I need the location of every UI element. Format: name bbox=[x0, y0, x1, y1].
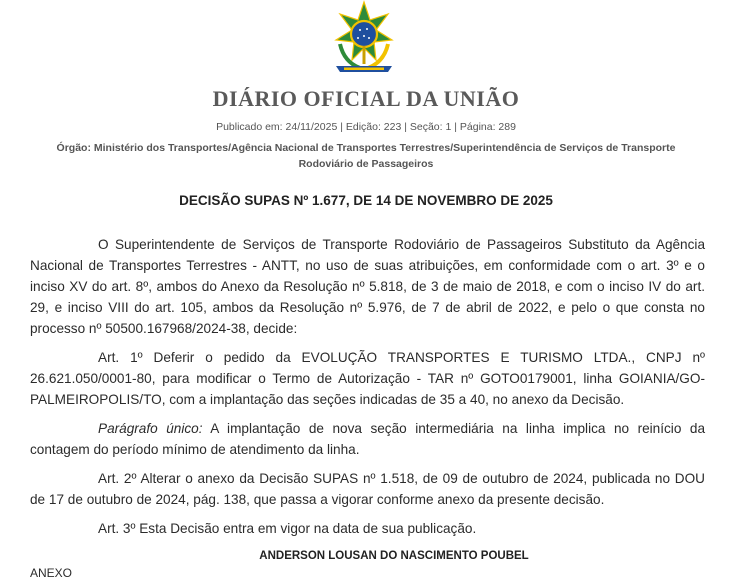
issuing-body: Órgão: Ministério dos Transportes/Agência Nacional de Transportes Terrestres/Superintendência de Serviços de Transporte Rodoviário de Passageiros bbox=[56, 142, 676, 170]
signer-name: ANDERSON LOUSAN DO NASCIMENTO POUBEL bbox=[259, 550, 529, 562]
article-3-paragraph: Art. 3º Esta Decisão entra em vigor na data de sua publicação. bbox=[98, 521, 477, 536]
annex-heading: ANEXO bbox=[30, 566, 73, 580]
publication-info: Publicado em: 24/11/2025 | Edição: 223 | Seção: 1 | Página: 289 bbox=[216, 121, 516, 133]
preamble-paragraph: O Superintendente de Serviços de Transporte Rodoviário de Passageiros Substituto da Agência Nacional de Transportes Terrestres - ANTT, no uso de suas atribuições, em conformidade com o art. 3º e o inciso XV do art. 8º, ambos do Anexo da Resolução nº 5.818, de 3 de maio de 2018, e com o inciso IV do art. 29, e inciso VIII do art. 105, ambos da Resolução nº 5.976, de 7 de abril de 2022, e pelo o que consta no processo nº 50500.167968/2024-38, decide: bbox=[30, 237, 705, 336]
article-2-paragraph: Art. 2º Alterar o anexo da Decisão SUPAS nº 1.518, de 09 de outubro de 2024, publicada no DOU de 17 de outubro de 2024, pág. 138, que passa a vigorar conforme anexo da presente decisão. bbox=[30, 471, 705, 507]
decision-body bbox=[30, 234, 705, 547]
decision-title: DECISÃO SUPAS Nº 1.677, DE 14 DE NOVEMBRO DE 2025 bbox=[179, 193, 553, 208]
sole-paragraph-label: Parágrafo único: bbox=[98, 421, 203, 436]
sole-paragraph-text: A implantação de nova seção intermediária na linha implica no reinício da contagem do período mínimo de atendimento da linha. bbox=[30, 421, 706, 457]
article-1-paragraph: Art. 1º Deferir o pedido da EVOLUÇÃO TRANSPORTES E TURISMO LTDA., CNPJ nº 26.621.050/0001-80, para modificar o Termo de Autorização - TAR nº GOTO0179001, linha GOIANIA/GO-PALMEIROPOLIS/TO, com a implantação das seções indicadas de 35 a 40, no anexo da Decisão. bbox=[30, 350, 705, 407]
sole-paragraph bbox=[30, 418, 705, 460]
coat-of-arms-of-brazil-icon bbox=[330, 0, 398, 76]
masthead-title: DIÁRIO OFICIAL DA UNIÃO bbox=[212, 86, 520, 111]
